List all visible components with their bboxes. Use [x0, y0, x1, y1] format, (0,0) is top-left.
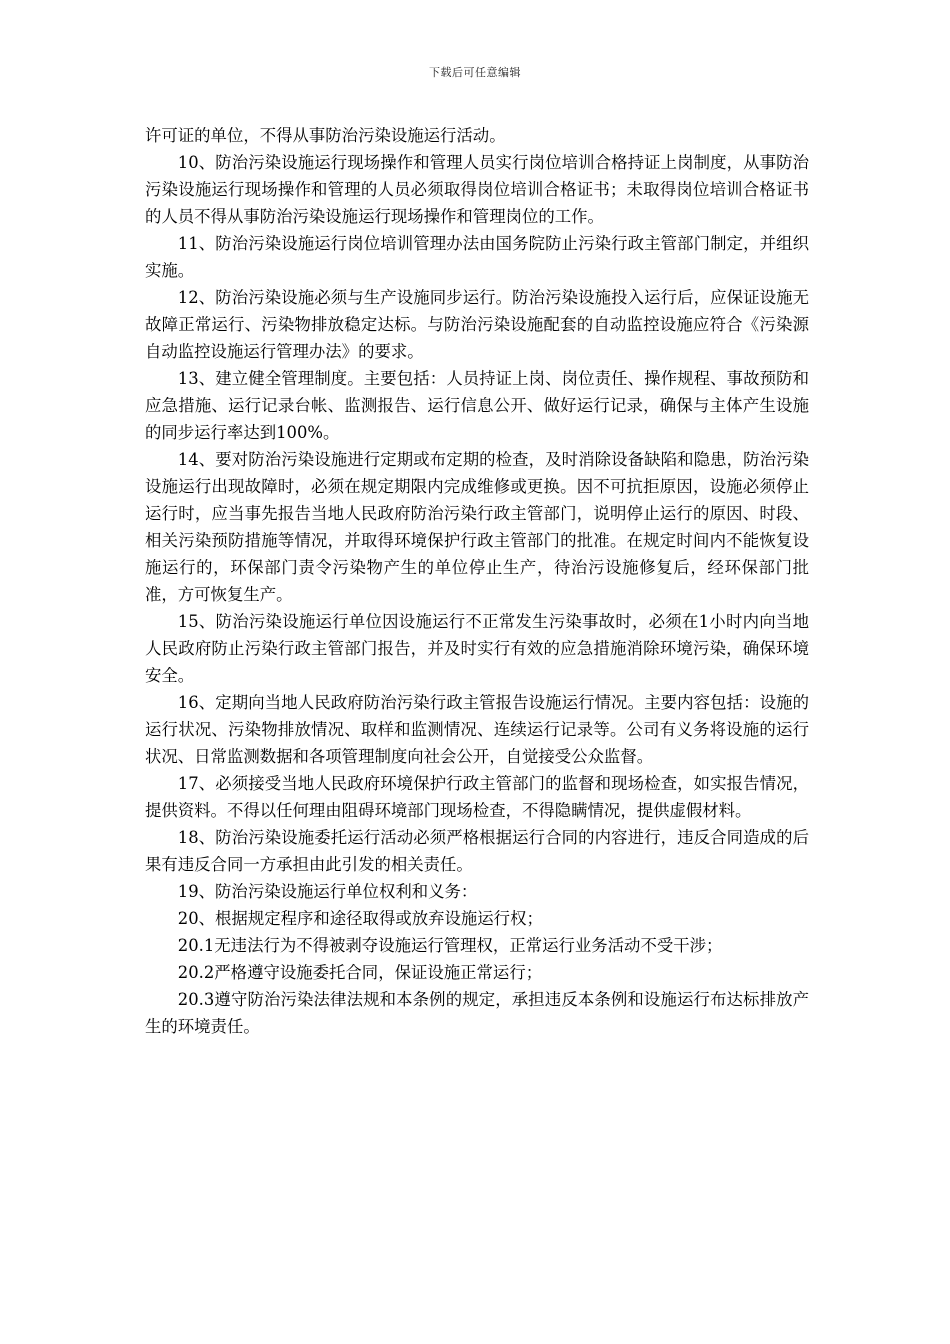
page-header-note: 下载后可任意编辑 — [429, 66, 521, 79]
paragraph-item-11: 11、防治污染设施运行岗位培训管理办法由国务院防止污染行政主管部门制定，并组织实施。 — [145, 234, 809, 280]
paragraph-item-19: 19、防治污染设施运行单位权利和义务： — [177, 882, 478, 901]
paragraph-continuation: 许可证的单位，不得从事防治污染设施运行活动。 — [145, 126, 506, 145]
paragraph-item-15: 15、防治污染设施运行单位因设施运行不正常发生污染事故时，必须在1小时内向当地人民政府防止污染行政主管部门报告，并及时实行有效的应急措施消除环境污染，确保环境安全。 — [145, 612, 809, 685]
paragraph-item-14: 14、要对防治污染设施进行定期或布定期的检查，及时消除设备缺陷和隐患，防治污染设施运行出现故障时，必须在规定期限内完成维修或更换。因不可抗拒原因，设施必须停止运行时，应当事先报告当地人民政府防治污染行政主管部门，说明停止运行的原因、时段、相关污染预防措施等情况，并取得环境保护行政主管部门的批准。在规定时间内不能恢复设施运行的，环保部门责令污染物产生的单位停止生产，待治污设施修复后，经环保部门批准，方可恢复生产。 — [145, 450, 809, 604]
paragraph-item-13: 13、建立健全管理制度。主要包括：人员持证上岗、岗位责任、操作规程、事故预防和应急措施、运行记录台帐、监测报告、运行信息公开、做好运行记录，确保与主体产生设施的同步运行率达到100%。 — [145, 369, 809, 442]
paragraph-item-18: 18、防治污染设施委托运行活动必须严格根据运行合同的内容进行，违反合同造成的后果有违反合同一方承担由此引发的相关责任。 — [145, 828, 809, 874]
paragraph-item-20-1: 20.1无违法行为不得被剥夺设施运行管理权，正常运行业务活动不受干涉； — [177, 936, 723, 955]
paragraph-item-20-3: 20.3遵守防治污染法律法规和本条例的规定，承担违反本条例和设施运行布达标排放产生的环境责任。 — [145, 990, 809, 1036]
paragraph-item-12: 12、防治污染设施必须与生产设施同步运行。防治污染设施投入运行后，应保证设施无故障正常运行、污染物排放稳定达标。与防治污染设施配套的自动监控设施应符合《污染源自动监控设施运行管理办法》的要求。 — [145, 288, 809, 361]
paragraph-item-10: 10、防治污染设施运行现场操作和管理人员实行岗位培训合格持证上岗制度，从事防治污染设施运行现场操作和管理的人员必须取得岗位培训合格证书；未取得岗位培训合格证书的人员不得从事防治污染设施运行现场操作和管理岗位的工作。 — [145, 153, 809, 226]
paragraph-item-20-2: 20.2严格遵守设施委托合同，保证设施正常运行； — [177, 963, 543, 982]
paragraph-item-20: 20、根据规定程序和途径取得或放弃设施运行权； — [177, 909, 543, 928]
paragraph-item-16: 16、定期向当地人民政府防治污染行政主管报告设施运行情况。主要内容包括：设施的运行状况、污染物排放情况、取样和监测情况、连续运行记录等。公司有义务将设施的运行状况、日常监测数据和各项管理制度向社会公开，自觉接受公众监督。 — [145, 693, 809, 766]
document-body — [145, 122, 809, 1040]
paragraph-item-17: 17、必须接受当地人民政府环境保护行政主管部门的监督和现场检查，如实报告情况，提供资料。不得以任何理由阻碍环境部门现场检查，不得隐瞒情况，提供虚假材料。 — [145, 774, 809, 820]
